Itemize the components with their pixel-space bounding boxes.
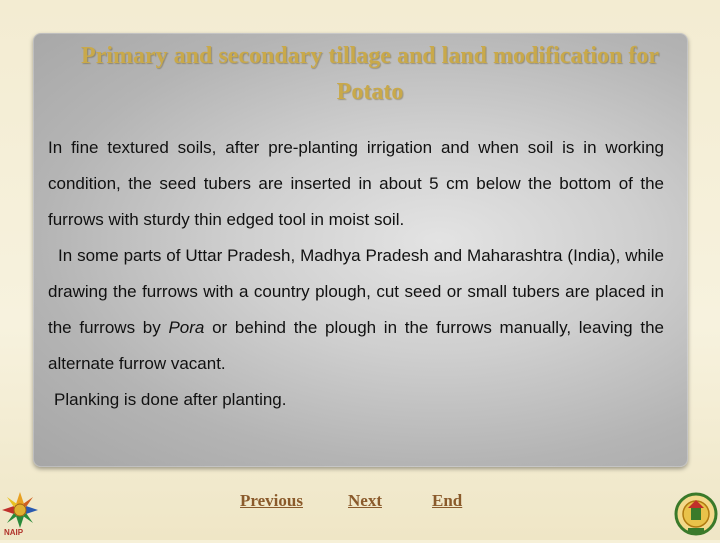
naip-logo-text: NAIP: [4, 528, 24, 537]
paragraph-text: or behind the plough in the furrows manually, leaving the alternate furrow vacant.: [48, 318, 664, 373]
end-link[interactable]: End: [432, 491, 463, 510]
paragraph-planking: Planking is done after planting.: [54, 390, 287, 409]
paragraph-text: In some parts of Uttar Pradesh, Madhya Pradesh and Maharashtra (India), while drawing the furrows with a country plough, cut seed or small tubers are placed in the furrows by: [48, 246, 664, 337]
slide-title: Primary and secondary tillage and land modification for Potato: [81, 43, 659, 105]
next-link[interactable]: Next: [348, 491, 382, 510]
slide-navigation: [0, 489, 720, 515]
slide-body: [48, 130, 664, 418]
previous-link[interactable]: Previous: [240, 491, 303, 510]
paragraph-fine-textured-soils: In fine textured soils, after pre-planting irrigation and when soil is in working condition, the seed tubers are inserted in about 5 cm below the bottom of the furrows with sturdy thin edged tool in moist soil.: [48, 138, 664, 229]
university-emblem-icon: [674, 492, 718, 538]
pora-term: Pora: [168, 318, 205, 337]
paragraph-uttar-pradesh: [48, 238, 664, 382]
